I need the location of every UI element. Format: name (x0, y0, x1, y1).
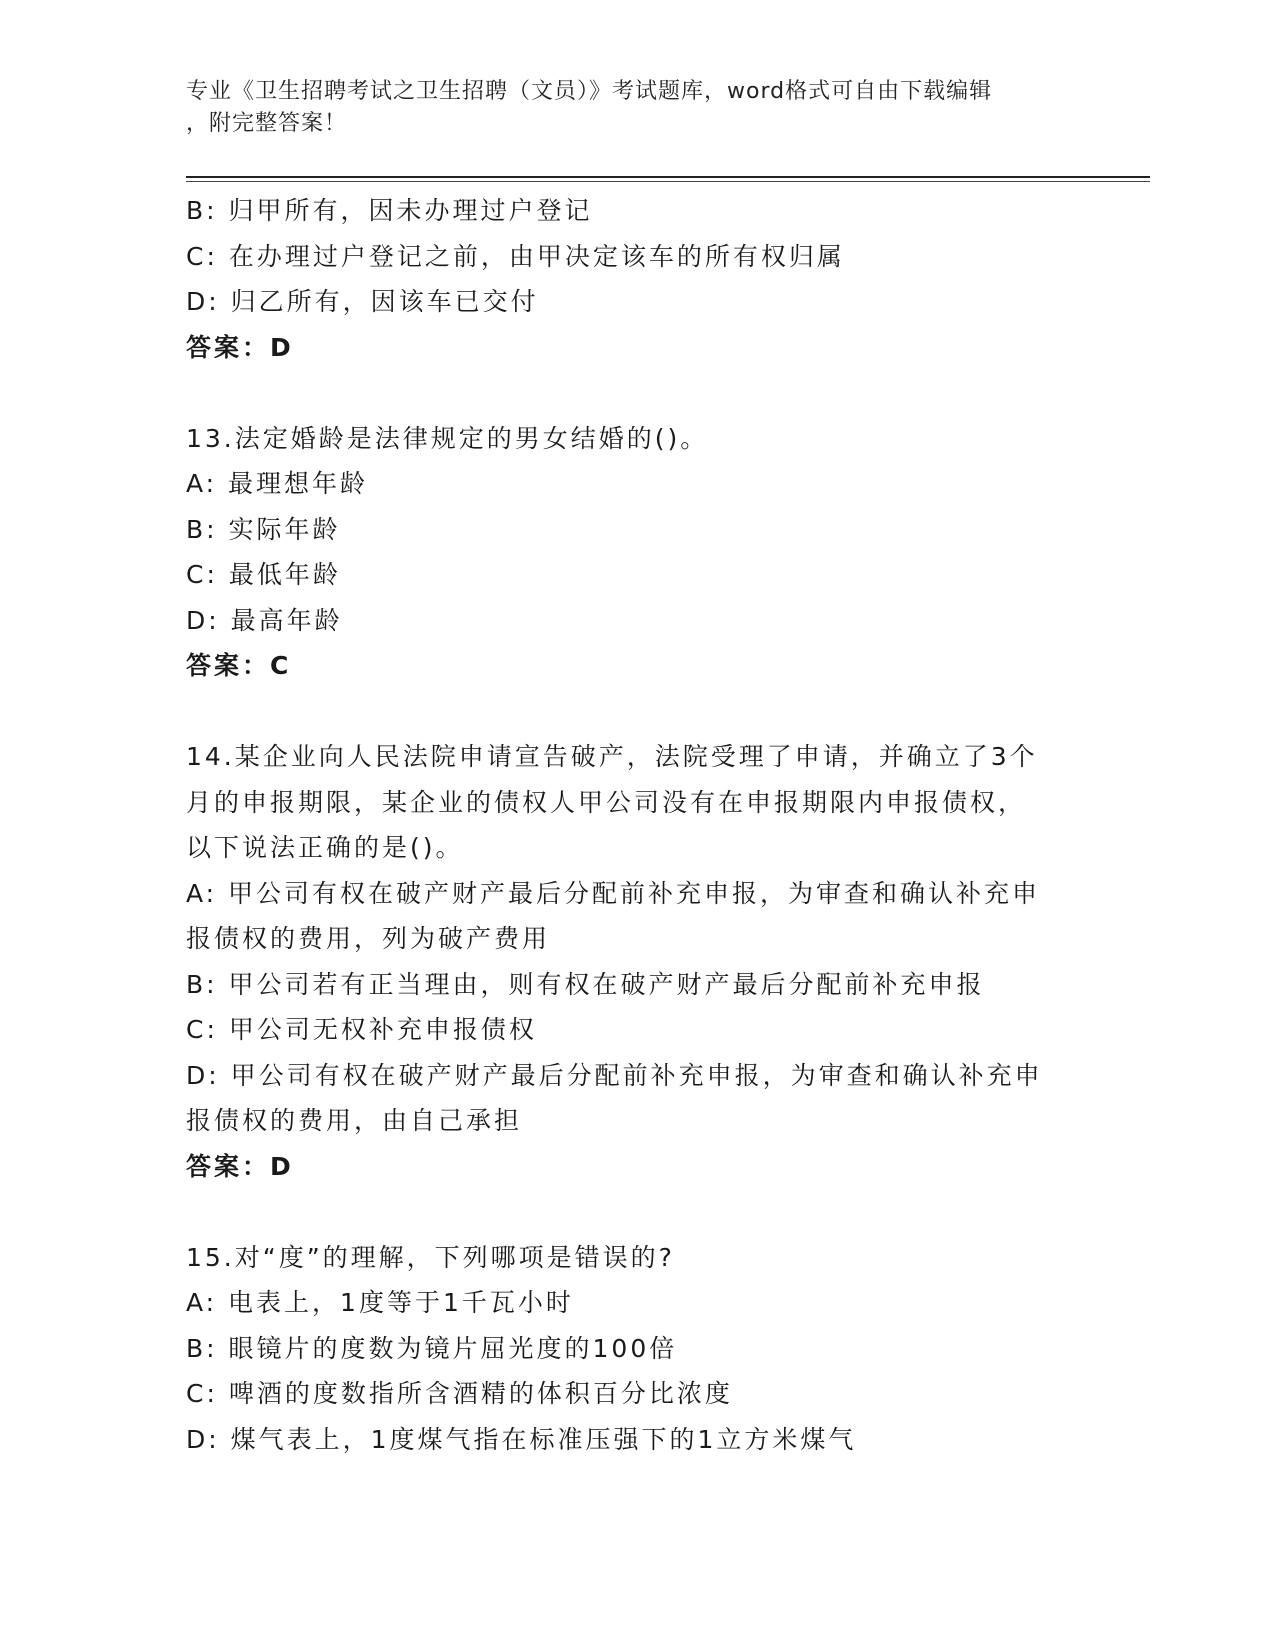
prev-option-b: B: 归甲所有，因未办理过户登记 (186, 196, 593, 225)
prev-answer: 答案：D (186, 332, 294, 362)
q13-answer: 答案：C (186, 651, 292, 680)
q13-option-c: C: 最低年龄 (186, 560, 341, 589)
spacer (186, 370, 1086, 416)
header-line-1: 专业《卫生招聘考试之卫生招聘（文员）》考试题库，word格式可自由下载编辑 (186, 79, 993, 104)
q15-option-a: A: 电表上，1度等于1千瓦小时 (186, 1288, 574, 1317)
q14-stem-line-2: 月的申报期限，某企业的债权人甲公司没有在申报期限内申报债权， (186, 787, 1027, 817)
q13-option-b: B: 实际年龄 (186, 514, 341, 544)
spacer (186, 689, 1086, 735)
spacer (186, 1189, 1086, 1235)
q14-option-d-line-2: 报债权的费用，由自己承担 (186, 1106, 523, 1135)
prev-option-d: D: 归乙所有，因该车已交付 (186, 287, 539, 316)
q14-option-c: C: 甲公司无权补充申报债权 (186, 1015, 537, 1044)
prev-option-c: C: 在办理过户登记之前，由甲决定该车的所有权归属 (186, 241, 845, 271)
q14-option-a-line-2: 报债权的费用，列为破产费用 (186, 924, 551, 953)
q14-option-b: B: 甲公司若有正当理由，则有权在破产财产最后分配前补充申报 (186, 969, 985, 999)
q15-option-c: C: 啤酒的度数指所含酒精的体积百分比浓度 (186, 1379, 733, 1408)
q15-option-b: B: 眼镜片的度数为镜片屈光度的100倍 (186, 1333, 678, 1363)
document-header (186, 76, 1066, 140)
q14-option-d-line-1: D: 甲公司有权在破产财产最后分配前补充申报，为审查和确认补充申 (186, 1060, 1043, 1090)
header-divider-thick (186, 176, 1150, 178)
q13-option-d: D: 最高年龄 (186, 605, 343, 635)
q13-stem: 13.法定婚龄是法律规定的男女结婚的()。 (186, 423, 709, 453)
q14-stem-line-1: 14.某企业向人民法院申请宣告破产，法院受理了申请，并确立了3个 (186, 742, 1038, 771)
header-line-2: ，附完整答案！ (186, 111, 348, 136)
q15-option-d: D: 煤气表上，1度煤气指在标准压强下的1立方米煤气 (186, 1424, 857, 1454)
q13-option-a: A: 最理想年龄 (186, 469, 369, 498)
q14-option-a-line-1: A: 甲公司有权在破产财产最后分配前补充申报，为审查和确认补充申 (186, 878, 1041, 908)
q15-stem: 15.对“度”的理解，下列哪项是错误的? (186, 1242, 675, 1272)
question-content (186, 188, 1086, 1462)
header-divider-thin (186, 181, 1150, 182)
q14-stem-line-3: 以下说法正确的是()。 (186, 833, 464, 862)
q14-answer: 答案：D (186, 1151, 294, 1181)
